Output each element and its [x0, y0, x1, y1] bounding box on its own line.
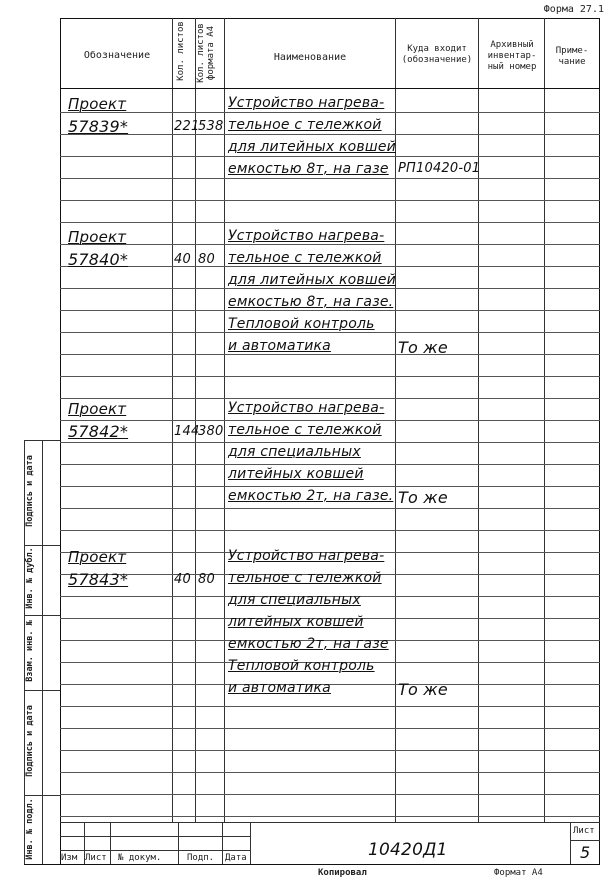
row-line	[60, 266, 600, 267]
row-line	[60, 706, 600, 707]
entry-sheets: 221	[174, 119, 200, 134]
header-sheets-count: Кол. листов	[176, 21, 186, 81]
stamp-sheet-label: Лист	[573, 826, 595, 836]
entry-name-line: литейных ковшей	[228, 614, 364, 630]
entry-name-line: для литейных ковшей	[228, 139, 396, 155]
entry-name-line: для специальных	[228, 444, 361, 460]
header-archive-no: Архивный инвентар-ный номер	[487, 40, 537, 72]
row-line	[60, 486, 600, 487]
row-line	[60, 816, 600, 817]
header-designation: Обозначение	[83, 50, 151, 61]
stamp-list: Лист	[85, 853, 107, 863]
entry-number: 57839*	[68, 117, 129, 136]
row-line	[60, 134, 600, 135]
entry-number: 57842*	[68, 422, 129, 441]
frame-bottom	[24, 864, 600, 865]
stamp-v-4	[222, 822, 223, 864]
footer-copied: Копировал	[318, 868, 367, 878]
entry-prefix: Проект	[68, 95, 127, 113]
stamp-designation: 10420Д1	[368, 840, 448, 860]
row-line	[60, 332, 600, 333]
stamp-sheet-divider	[570, 840, 600, 841]
row-line	[60, 464, 600, 465]
entry-used-in: РП10420-01	[398, 161, 481, 176]
row-line	[60, 310, 600, 311]
entry-prefix: Проект	[68, 548, 127, 566]
entry-used-in: То же	[398, 488, 448, 507]
entry-name-line: тельное с тележкой	[228, 422, 382, 438]
stamp-doc-no: № докум.	[118, 853, 162, 863]
stamp-v-6	[570, 822, 571, 864]
stamp-v-3	[178, 822, 179, 864]
entry-name-line: Тепловой контроль	[228, 316, 375, 332]
row-line	[60, 750, 600, 751]
entry-name-line: Тепловой контроль	[228, 658, 375, 674]
frame-right	[599, 18, 600, 864]
frame-top	[60, 18, 600, 19]
entry-a4: 80	[198, 252, 215, 267]
entry-name-line: для специальных	[228, 592, 361, 608]
row-line	[60, 376, 600, 377]
row-line	[60, 178, 600, 179]
stamp-podp: Подп.	[187, 853, 215, 863]
entry-name-line: тельное с тележкой	[228, 570, 382, 586]
stamp-v-2	[110, 822, 111, 864]
footer-format: Формат А4	[494, 868, 543, 878]
entry-name-line: и автоматика	[228, 338, 331, 354]
row-line	[60, 288, 600, 289]
row-line	[60, 728, 600, 729]
row-line	[60, 112, 600, 113]
row-line	[60, 156, 600, 157]
header-a4-count: Кол. листов формата А4	[196, 23, 216, 83]
entry-name-line: тельное с тележкой	[228, 117, 382, 133]
header-used-in: Куда входит (обозначение)	[401, 44, 473, 65]
stamp-top	[60, 822, 600, 823]
header-note: Приме-чание	[555, 46, 589, 67]
entry-name-line: емкостью 8т, на газе	[228, 161, 389, 177]
entry-name-line: Устройство нагрева-	[228, 548, 385, 564]
side-strip-inner	[42, 440, 43, 864]
entry-name-line: Устройство нагрева-	[228, 400, 385, 416]
row-line	[60, 398, 600, 399]
entry-name-line: емкостью 2т, на газе	[228, 636, 389, 652]
row-line	[60, 222, 600, 223]
entry-name-line: емкостью 8т, на газе.	[228, 294, 394, 310]
row-line	[60, 442, 600, 443]
stamp-izm: Изм	[61, 853, 78, 863]
row-line	[60, 244, 600, 245]
entry-a4: 80	[198, 572, 215, 587]
frame-left	[60, 18, 61, 864]
entry-number: 57840*	[68, 250, 129, 269]
row-line	[60, 508, 600, 509]
entry-name-line: Устройство нагрева-	[228, 95, 385, 111]
entry-sheets: 144	[174, 424, 200, 439]
entry-name-line: для литейных ковшей	[228, 272, 396, 288]
side-div-5	[24, 795, 60, 796]
entry-prefix: Проект	[68, 228, 127, 246]
entry-name-line: Устройство нагрева-	[228, 228, 385, 244]
entry-name-line: тельное с тележкой	[228, 250, 382, 266]
row-line	[60, 420, 600, 421]
entry-sheets: 40	[174, 572, 191, 587]
side-label-inv-orig: Инв. № подл.	[25, 798, 35, 860]
entry-sheets: 40	[174, 252, 191, 267]
row-line	[60, 200, 600, 201]
row-line	[60, 530, 600, 531]
entry-name-line: литейных ковшей	[228, 466, 364, 482]
entry-used-in: То же	[398, 680, 448, 699]
side-label-sign-date-top: Подпись и дата	[25, 455, 35, 527]
stamp-data: Дата	[225, 853, 247, 863]
entry-a4: 538	[198, 119, 224, 134]
stamp-v-5	[250, 822, 251, 864]
header-name: Наименование	[273, 52, 347, 63]
entry-a4: 380	[198, 424, 224, 439]
side-label-inv-dub: Инв. № дубл.	[25, 547, 35, 609]
entry-prefix: Проект	[68, 400, 127, 418]
row-line	[60, 794, 600, 795]
entry-used-in: То же	[398, 338, 448, 357]
stamp-sheet-no: 5	[580, 843, 591, 862]
entry-number: 57843*	[68, 570, 129, 589]
form-label: Форма 27.1	[543, 4, 604, 15]
side-label-vzam-inv: Взам. инв. №	[25, 620, 35, 682]
side-label-sign-date-bottom: Подпись и дата	[25, 705, 35, 777]
header-divider	[60, 88, 600, 89]
entry-name-line: емкостью 2т, на газе.	[228, 488, 394, 504]
row-line	[60, 354, 600, 355]
row-line	[60, 772, 600, 773]
entry-name-line: и автоматика	[228, 680, 331, 696]
